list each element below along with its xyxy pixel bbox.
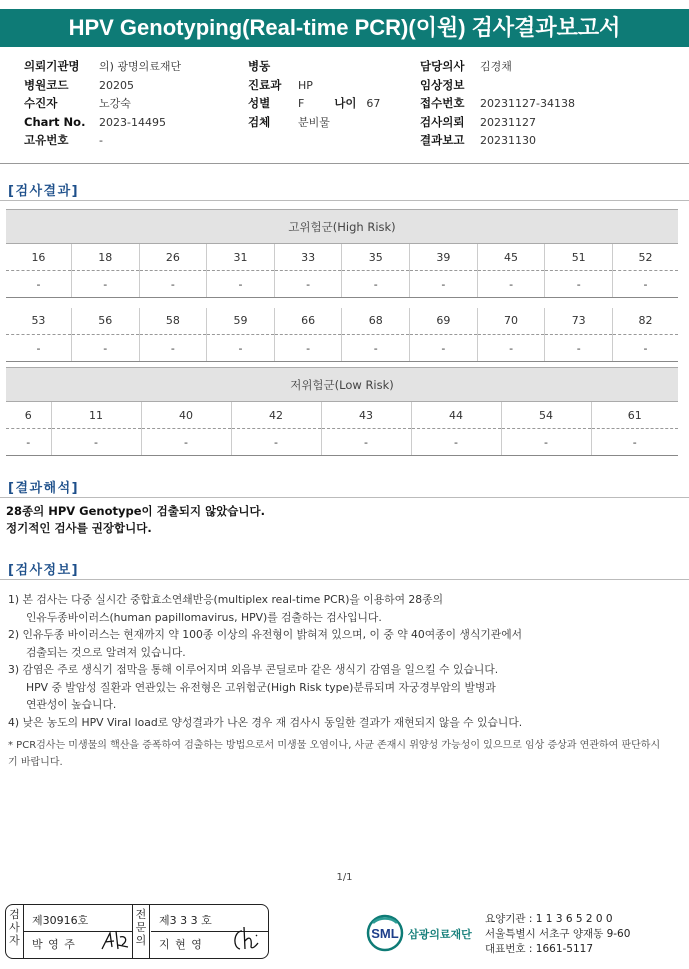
- note-3-line-2: HPV 중 발암성 질환과 연관있는 유전형은 고위험군(High Risk type)분류되며 자궁경부암의 발병과: [26, 680, 496, 694]
- note-2-line-1: 2) 인유두종 바이러스는 현재까지 약 100종 이상의 유전형이 밝혀져 있으며, 이 중 약 40여종이 생식기관에서: [8, 628, 523, 641]
- report-title: HPV Genotyping(Real-time PCR)(이원) 검사결과보고서: [0, 9, 689, 47]
- lr-type: 42: [231, 402, 321, 429]
- hr-result: -: [274, 335, 342, 362]
- department-value: HP: [298, 78, 313, 92]
- patient-info-col2: [248, 57, 380, 131]
- hr-result: -: [410, 271, 478, 298]
- hr-type: 58: [139, 308, 207, 335]
- receipt-no-value: 20231127-34138: [480, 97, 575, 110]
- hr-result: -: [613, 335, 678, 362]
- patient-info-col1: [24, 57, 181, 150]
- test-info-notes: [8, 591, 522, 731]
- hr-type: 59: [207, 308, 275, 335]
- hr-type: 69: [410, 308, 478, 335]
- info-section-title: [검사정보]: [8, 563, 80, 578]
- hr-result: -: [207, 271, 275, 298]
- hospital-code-value: 20205: [99, 78, 134, 92]
- lab-institution-code: 요양기관 : 1 1 3 6 5 2 0 0: [485, 913, 613, 925]
- note-3-line-3: 연관성이 높습니다.: [26, 698, 117, 711]
- age-label: 나이: [334, 96, 357, 110]
- hr-result: -: [71, 335, 139, 362]
- examiner-label: [6, 905, 24, 958]
- hr-type: 52: [613, 244, 678, 271]
- note-1-line-2: 인유두종바이러스(human papillomavirus, HPV)를 검출하는 검사입니다.: [26, 610, 382, 624]
- requesting-org-label: 의뢰기관명: [24, 59, 80, 73]
- results-section-divider: [0, 200, 689, 201]
- hr-result: -: [6, 335, 71, 362]
- specialist-license-no: 제3 3 3 호: [159, 914, 212, 927]
- patient-name-value: 노강숙: [99, 97, 131, 110]
- low-risk-title: 저위험군(Low Risk): [6, 368, 678, 402]
- note-2-line-2: 검출되는 것으로 알려져 있습니다.: [26, 645, 186, 659]
- physician-label: 담당의사: [420, 59, 465, 73]
- note-4-line-1: 4) 낮은 농도의 HPV Viral load로 양성결과가 나온 경우 재 검사시 동일한 결과가 재현되지 않을 수 있습니다.: [8, 715, 523, 729]
- note-1-line-1: 1) 본 검사는 다중 실시간 중합효소연쇄반응(multiplex real-time PCR)을 이용하여 28종의: [8, 593, 444, 606]
- low-risk-table: [6, 367, 678, 456]
- lr-type: 6: [6, 402, 51, 429]
- specimen-value: 분비물: [298, 115, 330, 129]
- hr-result: -: [274, 271, 342, 298]
- hr-result: -: [139, 335, 207, 362]
- high-risk-types-row-1: [6, 244, 678, 271]
- patient-info-col3: [420, 57, 575, 150]
- lr-result: -: [141, 429, 231, 456]
- age-value: 67: [366, 97, 381, 110]
- report-date-label: 결과보고: [420, 133, 465, 147]
- sex-label: 성별: [248, 96, 271, 110]
- hr-result: -: [71, 271, 139, 298]
- page-number: 1/1: [336, 872, 353, 883]
- unique-no-value: -: [99, 134, 103, 147]
- pcr-footnote: * PCR검사는 미생물의 핵산을 증폭하여 검출하는 방법으로서 미생물 오염이나, 사균 존재시 위양성 가능성이 있으므로 임상 증상과 연관하여 판단하시기 바랍니다.: [8, 740, 661, 768]
- signature-box: [5, 904, 269, 959]
- requesting-org-value: 의) 광명의료재단: [99, 60, 182, 73]
- clinical-info-label: 임상정보: [420, 77, 465, 92]
- chart-no-value: 2023-14495: [99, 115, 166, 129]
- specialist-signature: [228, 923, 264, 955]
- physician-value: 김경채: [480, 60, 512, 73]
- hr-type: 16: [6, 244, 71, 271]
- patient-name-label: 수진자: [24, 96, 58, 110]
- lr-type: 43: [321, 402, 411, 429]
- interpretation-section-title: [결과해석]: [8, 481, 80, 496]
- low-risk-results-row: [6, 429, 678, 456]
- hr-type: 70: [477, 308, 545, 335]
- unique-no-label: 고유번호: [24, 133, 69, 147]
- hr-result: -: [477, 335, 545, 362]
- hospital-code-label: 병원코드: [24, 77, 69, 92]
- specialist-name: 지 현 영: [159, 938, 203, 951]
- hr-type: 18: [71, 244, 139, 271]
- lr-result: -: [501, 429, 591, 456]
- hr-result: -: [477, 271, 545, 298]
- high-risk-results-row-2: [6, 335, 678, 362]
- request-date-value: 20231127: [480, 115, 536, 129]
- lr-result: -: [591, 429, 678, 456]
- request-date-label: 검사의뢰: [420, 114, 465, 129]
- lab-info: [485, 912, 630, 957]
- hr-type: 82: [613, 308, 678, 335]
- lr-result: -: [6, 429, 51, 456]
- hr-result: -: [207, 335, 275, 362]
- hr-result: -: [342, 271, 410, 298]
- high-risk-results-row-1: [6, 271, 678, 298]
- hr-type: 53: [6, 308, 71, 335]
- high-risk-title: 고위험군(High Risk): [6, 210, 678, 244]
- hr-result: -: [139, 271, 207, 298]
- hr-type: 68: [342, 308, 410, 335]
- interpretation-line: 정기적인 검사를 권장합니다.: [6, 521, 152, 535]
- info-divider: [0, 579, 689, 580]
- note-3-line-1: 3) 감염은 주로 생식기 점막을 통해 이루어지며 외음부 콘딜로마 같은 생식기 감염을 일으킬 수 있습니다.: [8, 663, 499, 676]
- lr-type: 11: [51, 402, 141, 429]
- lab-phone: 대표번호 : 1661-5117: [485, 943, 594, 955]
- specialist-label: [132, 905, 150, 958]
- low-risk-types-row: [6, 402, 678, 429]
- hr-result: -: [6, 271, 71, 298]
- hr-type: 35: [342, 244, 410, 271]
- chart-no-label: Chart No.: [24, 114, 86, 129]
- department-label: 진료과: [248, 77, 282, 92]
- lr-result: -: [51, 429, 141, 456]
- hr-result: -: [410, 335, 478, 362]
- lab-address: 서울특별시 서초구 양재동 9-60: [485, 928, 631, 940]
- hr-result: -: [342, 335, 410, 362]
- receipt-no-label: 접수번호: [420, 96, 465, 110]
- high-risk-types-row-2: [6, 308, 678, 335]
- lr-type: 61: [591, 402, 678, 429]
- interpretation-text: [6, 503, 265, 537]
- hr-type: 26: [139, 244, 207, 271]
- interpretation-line: 28종의 HPV Genotype이 검출되지 않았습니다.: [6, 504, 265, 518]
- header-divider: [0, 163, 689, 164]
- results-section-title: [검사결과]: [8, 184, 80, 199]
- hr-result: -: [545, 271, 613, 298]
- lr-result: -: [231, 429, 321, 456]
- lr-type: 44: [411, 402, 501, 429]
- hr-type: 56: [71, 308, 139, 335]
- lr-result: -: [411, 429, 501, 456]
- examiner-signature: [98, 927, 132, 955]
- hr-type: 45: [477, 244, 545, 271]
- examiner-label-text: 검사자: [9, 908, 20, 947]
- specimen-label: 검체: [248, 114, 271, 129]
- hr-result: -: [613, 271, 678, 298]
- hr-type: 39: [410, 244, 478, 271]
- hr-result: -: [545, 335, 613, 362]
- hr-type: 73: [545, 308, 613, 335]
- hr-type: 51: [545, 244, 613, 271]
- examiner-name: 박 영 주: [32, 938, 76, 951]
- logo-mark: SML: [371, 926, 399, 941]
- hr-type: 66: [274, 308, 342, 335]
- ward-label: 병동: [248, 59, 271, 73]
- sex-value: F: [298, 97, 305, 110]
- interpretation-divider: [0, 497, 689, 498]
- report-date-value: 20231130: [480, 134, 536, 147]
- hr-type: 31: [207, 244, 275, 271]
- lr-type: 40: [141, 402, 231, 429]
- high-risk-table: [6, 209, 678, 362]
- hr-type: 33: [274, 244, 342, 271]
- specialist-label-text: 전문의: [135, 908, 147, 947]
- lr-result: -: [321, 429, 411, 456]
- examiner-license-no: 제30916호: [32, 914, 89, 927]
- lr-type: 54: [501, 402, 591, 429]
- lab-name: 삼광의료재단: [408, 928, 472, 941]
